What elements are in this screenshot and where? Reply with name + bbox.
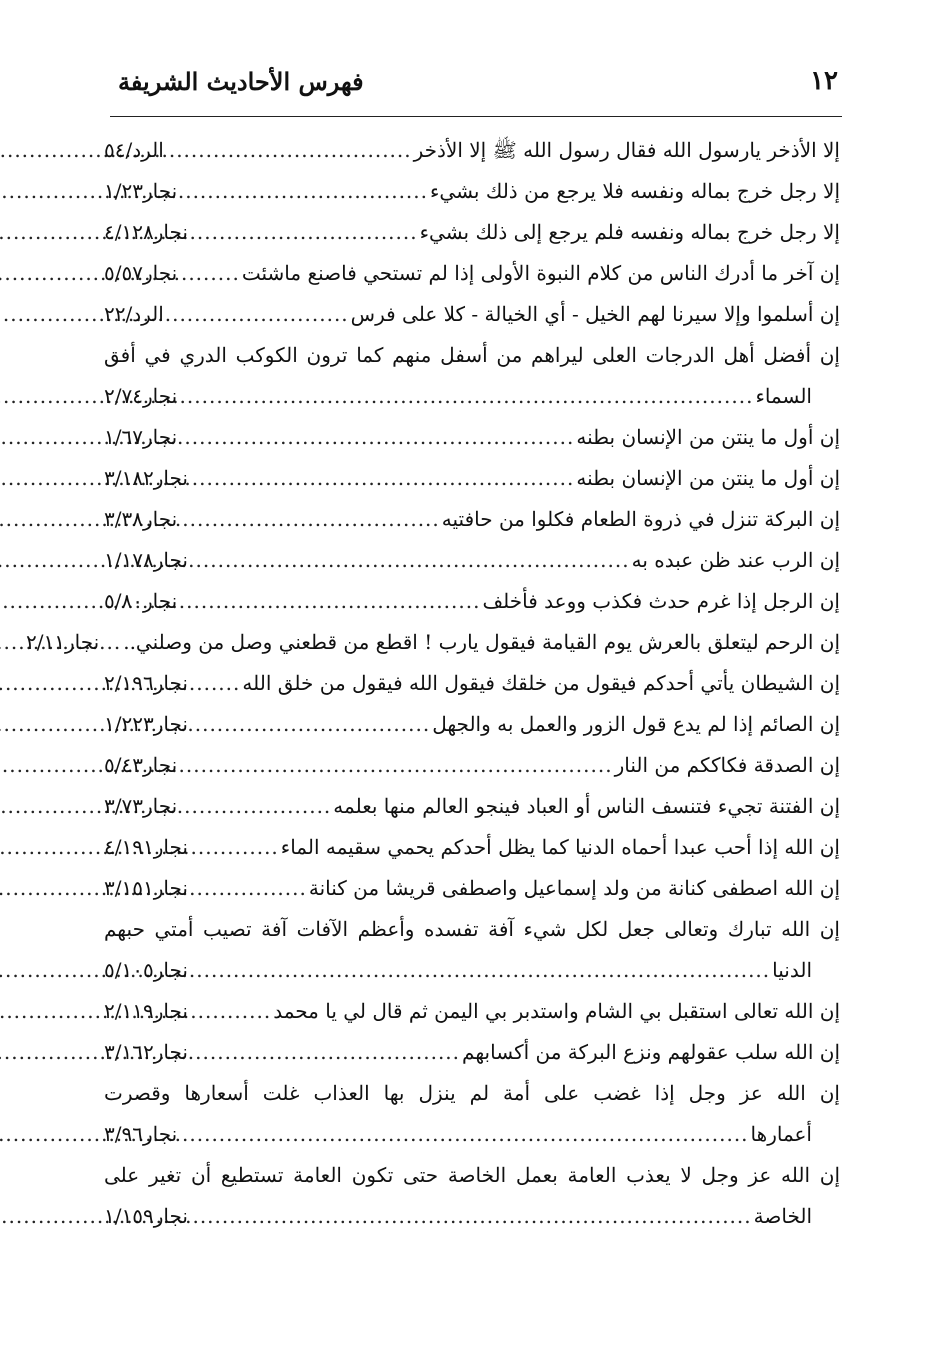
index-entry xyxy=(104,786,840,827)
entry-text: إن البركة تنزل في ذروة الطعام فكلوا من حافتيه xyxy=(441,507,840,531)
entry-reference: نجار١/٦٧ xyxy=(104,425,178,449)
dot-leader xyxy=(190,868,307,909)
entry-text-continuation: الدنيا xyxy=(772,958,812,982)
entry-reference: نجار٣/٩٦ xyxy=(104,1122,178,1146)
entry-reference: نجار٢/١١ xyxy=(26,630,100,654)
entry-reference: نجار٢/١١٩ xyxy=(104,999,188,1023)
entry-text: إن أول ما ينتن من الإنسان بطنه xyxy=(576,466,840,490)
index-entry xyxy=(26,622,840,663)
index-entry xyxy=(104,991,840,1032)
dot-leader xyxy=(190,458,574,499)
index-entry xyxy=(104,335,840,417)
entry-reference: نجار٣/١٥١ xyxy=(104,876,188,900)
dot-leader xyxy=(166,130,412,171)
entry-text-continuation: السماء xyxy=(755,384,812,408)
entry-text: إن الرجل إذا غرم حدث فكذب ووعد فأخلف xyxy=(482,589,840,613)
index-entry xyxy=(104,663,840,704)
entry-text: إن الفتنة تجيء فتنسف الناس أو العباد فينجو العالم منها بعلمه xyxy=(333,794,840,818)
entry-reference: نجار٢/١٩٦ xyxy=(104,671,188,695)
dot-leader xyxy=(190,827,279,868)
header-rule xyxy=(110,116,842,117)
index-entry xyxy=(104,499,840,540)
index-entry xyxy=(104,1155,840,1237)
dot-leader xyxy=(179,499,440,540)
dot-leader xyxy=(179,376,753,417)
dot-leader xyxy=(179,786,331,827)
index-entry xyxy=(104,745,840,786)
entry-text: إن الله تبارك وتعالى جعل لكل شيء آفة تفسده وأعظم الآفات آفة تصيب أمتي حبهم xyxy=(104,917,840,941)
index-entry xyxy=(104,253,840,294)
entry-reference: نجار٥/٥٧ xyxy=(104,261,178,285)
entry-text: إلا رجل خرج بماله ونفسه فلم يرجع إلى ذلك بشيء xyxy=(419,220,840,244)
dot-leader xyxy=(179,745,612,786)
running-title: فهرس الأحاديث الشريفة xyxy=(118,67,364,96)
dot-leader xyxy=(190,1032,460,1073)
entry-reference: نجار٥/٨٠ xyxy=(104,589,178,613)
dot-leader xyxy=(190,212,418,253)
index-entry xyxy=(104,704,840,745)
dot-leader xyxy=(190,540,630,581)
index-entry xyxy=(104,458,840,499)
dot-leader xyxy=(179,253,240,294)
index-entry xyxy=(104,212,840,253)
dot-leader xyxy=(190,663,240,704)
entry-text: إن الله تعالى استقبل بي الشام واستدبر بي اليمن ثم قال لي يا محمد xyxy=(273,999,840,1023)
dot-leader xyxy=(179,581,480,622)
index-entry xyxy=(104,171,840,212)
dot-leader xyxy=(190,950,770,991)
index-entry xyxy=(104,130,840,171)
entry-text: إن الرب عند ظن عبده به xyxy=(631,548,840,572)
entry-text: إن أفضل أهل الدرجات العلى ليراهم من أسفل منهم كما ترون الكوكب الدري في أفق xyxy=(104,343,840,367)
dot-leader xyxy=(190,704,430,745)
entry-text: إن الصدقة فكاككم من النار xyxy=(614,753,840,777)
entry-text: إن الله عز وجل إذا غضب على أمة لم ينزل بها العذاب غلت أسعارها وقصرت xyxy=(104,1081,840,1105)
dot-leader xyxy=(179,417,574,458)
entry-text: إن أسلموا وإلا سيرنا لهم الخيل - أي الخيالة - كلا على فرس xyxy=(350,302,840,326)
hadith-index-list xyxy=(26,130,840,1237)
dot-leader xyxy=(190,1196,752,1237)
entry-text-continuation: أعمارها xyxy=(750,1122,812,1146)
entry-reference: نجار٤/١٢٨ xyxy=(104,220,188,244)
entry-reference: نجار١/١٧٨ xyxy=(104,548,188,572)
index-entry xyxy=(104,827,840,868)
entry-text: إلا الأذخر يارسول الله فقال رسول الله ﷺ إلا الأذخر xyxy=(413,138,840,162)
entry-text: إن الله سلب عقولهم ونزع البركة من أكسابهم xyxy=(462,1040,840,1064)
entry-reference: نجار٤/١٩١ xyxy=(104,835,188,859)
dot-leader xyxy=(179,171,428,212)
entry-reference: نجار٣/٣٨ xyxy=(104,507,178,531)
entry-reference: الرد/٥٤ xyxy=(104,138,164,162)
entry-text: إن الله اصطفى كنانة من ولد إسماعيل واصطفى قريشا من كنانة xyxy=(308,876,840,900)
index-entry xyxy=(104,1032,840,1073)
entry-reference: الرد/٢٢ xyxy=(104,302,164,326)
entry-reference: نجار١/١٥٩ xyxy=(104,1204,188,1228)
dot-leader xyxy=(101,622,121,663)
entry-reference: نجار٥/٤٣ xyxy=(104,753,178,777)
entry-reference: نجار٥/١٠٥ xyxy=(104,958,188,982)
entry-text: إن أول ما ينتن من الإنسان بطنه xyxy=(576,425,840,449)
entry-reference: نجار٣/١٨٢ xyxy=(104,466,188,490)
dot-leader xyxy=(190,991,271,1032)
index-entry xyxy=(104,294,840,335)
entry-reference: نجار٣/١٦٢ xyxy=(104,1040,188,1064)
index-entry xyxy=(104,909,840,991)
entry-text: إن آخر ما أدرك الناس من كلام النبوة الأولى إذا لم تستحي فاصنع ماشئت xyxy=(241,261,840,285)
entry-text: إن الصائم إذا لم يدع قول الزور والعمل به والجهل xyxy=(432,712,840,736)
entry-text: إلا رجل خرج بماله ونفسه فلا يرجع من ذلك بشيء xyxy=(430,179,840,203)
dot-leader xyxy=(179,1114,748,1155)
entry-reference: نجار٣/٧٣ xyxy=(104,794,178,818)
entry-text: إن الله إذا أحب عبدا أحماه الدنيا كما يظل أحدكم يحمي سقيمه الماء xyxy=(280,835,840,859)
index-entry xyxy=(104,1073,840,1155)
index-entry xyxy=(104,868,840,909)
index-entry xyxy=(104,581,840,622)
dot-leader xyxy=(166,294,349,335)
index-entry xyxy=(104,417,840,458)
page-number: ١٢ xyxy=(810,66,838,96)
entry-text: إن الله عز وجل لا يعذب العامة بعمل الخاصة حتى تكون العامة تستطيع أن تغير على xyxy=(104,1163,840,1187)
entry-text: إن الشيطان يأتي أحدكم فيقول من خلقك فيقول الله فيقول من خلق الله xyxy=(242,671,840,695)
page-header xyxy=(118,52,838,96)
entry-reference: نجار١/٢٣ xyxy=(104,179,178,203)
entry-text-continuation: الخاصة xyxy=(753,1204,812,1228)
entry-reference: نجار٢/٧٤ xyxy=(104,384,178,408)
entry-text: إن الرحم ليتعلق بالعرش يوم القيامة فيقول يارب ! اقطع من قطعني وصل من وصلني.. xyxy=(123,630,840,654)
index-entry xyxy=(104,540,840,581)
entry-reference: نجار١/٢٢٣ xyxy=(104,712,188,736)
